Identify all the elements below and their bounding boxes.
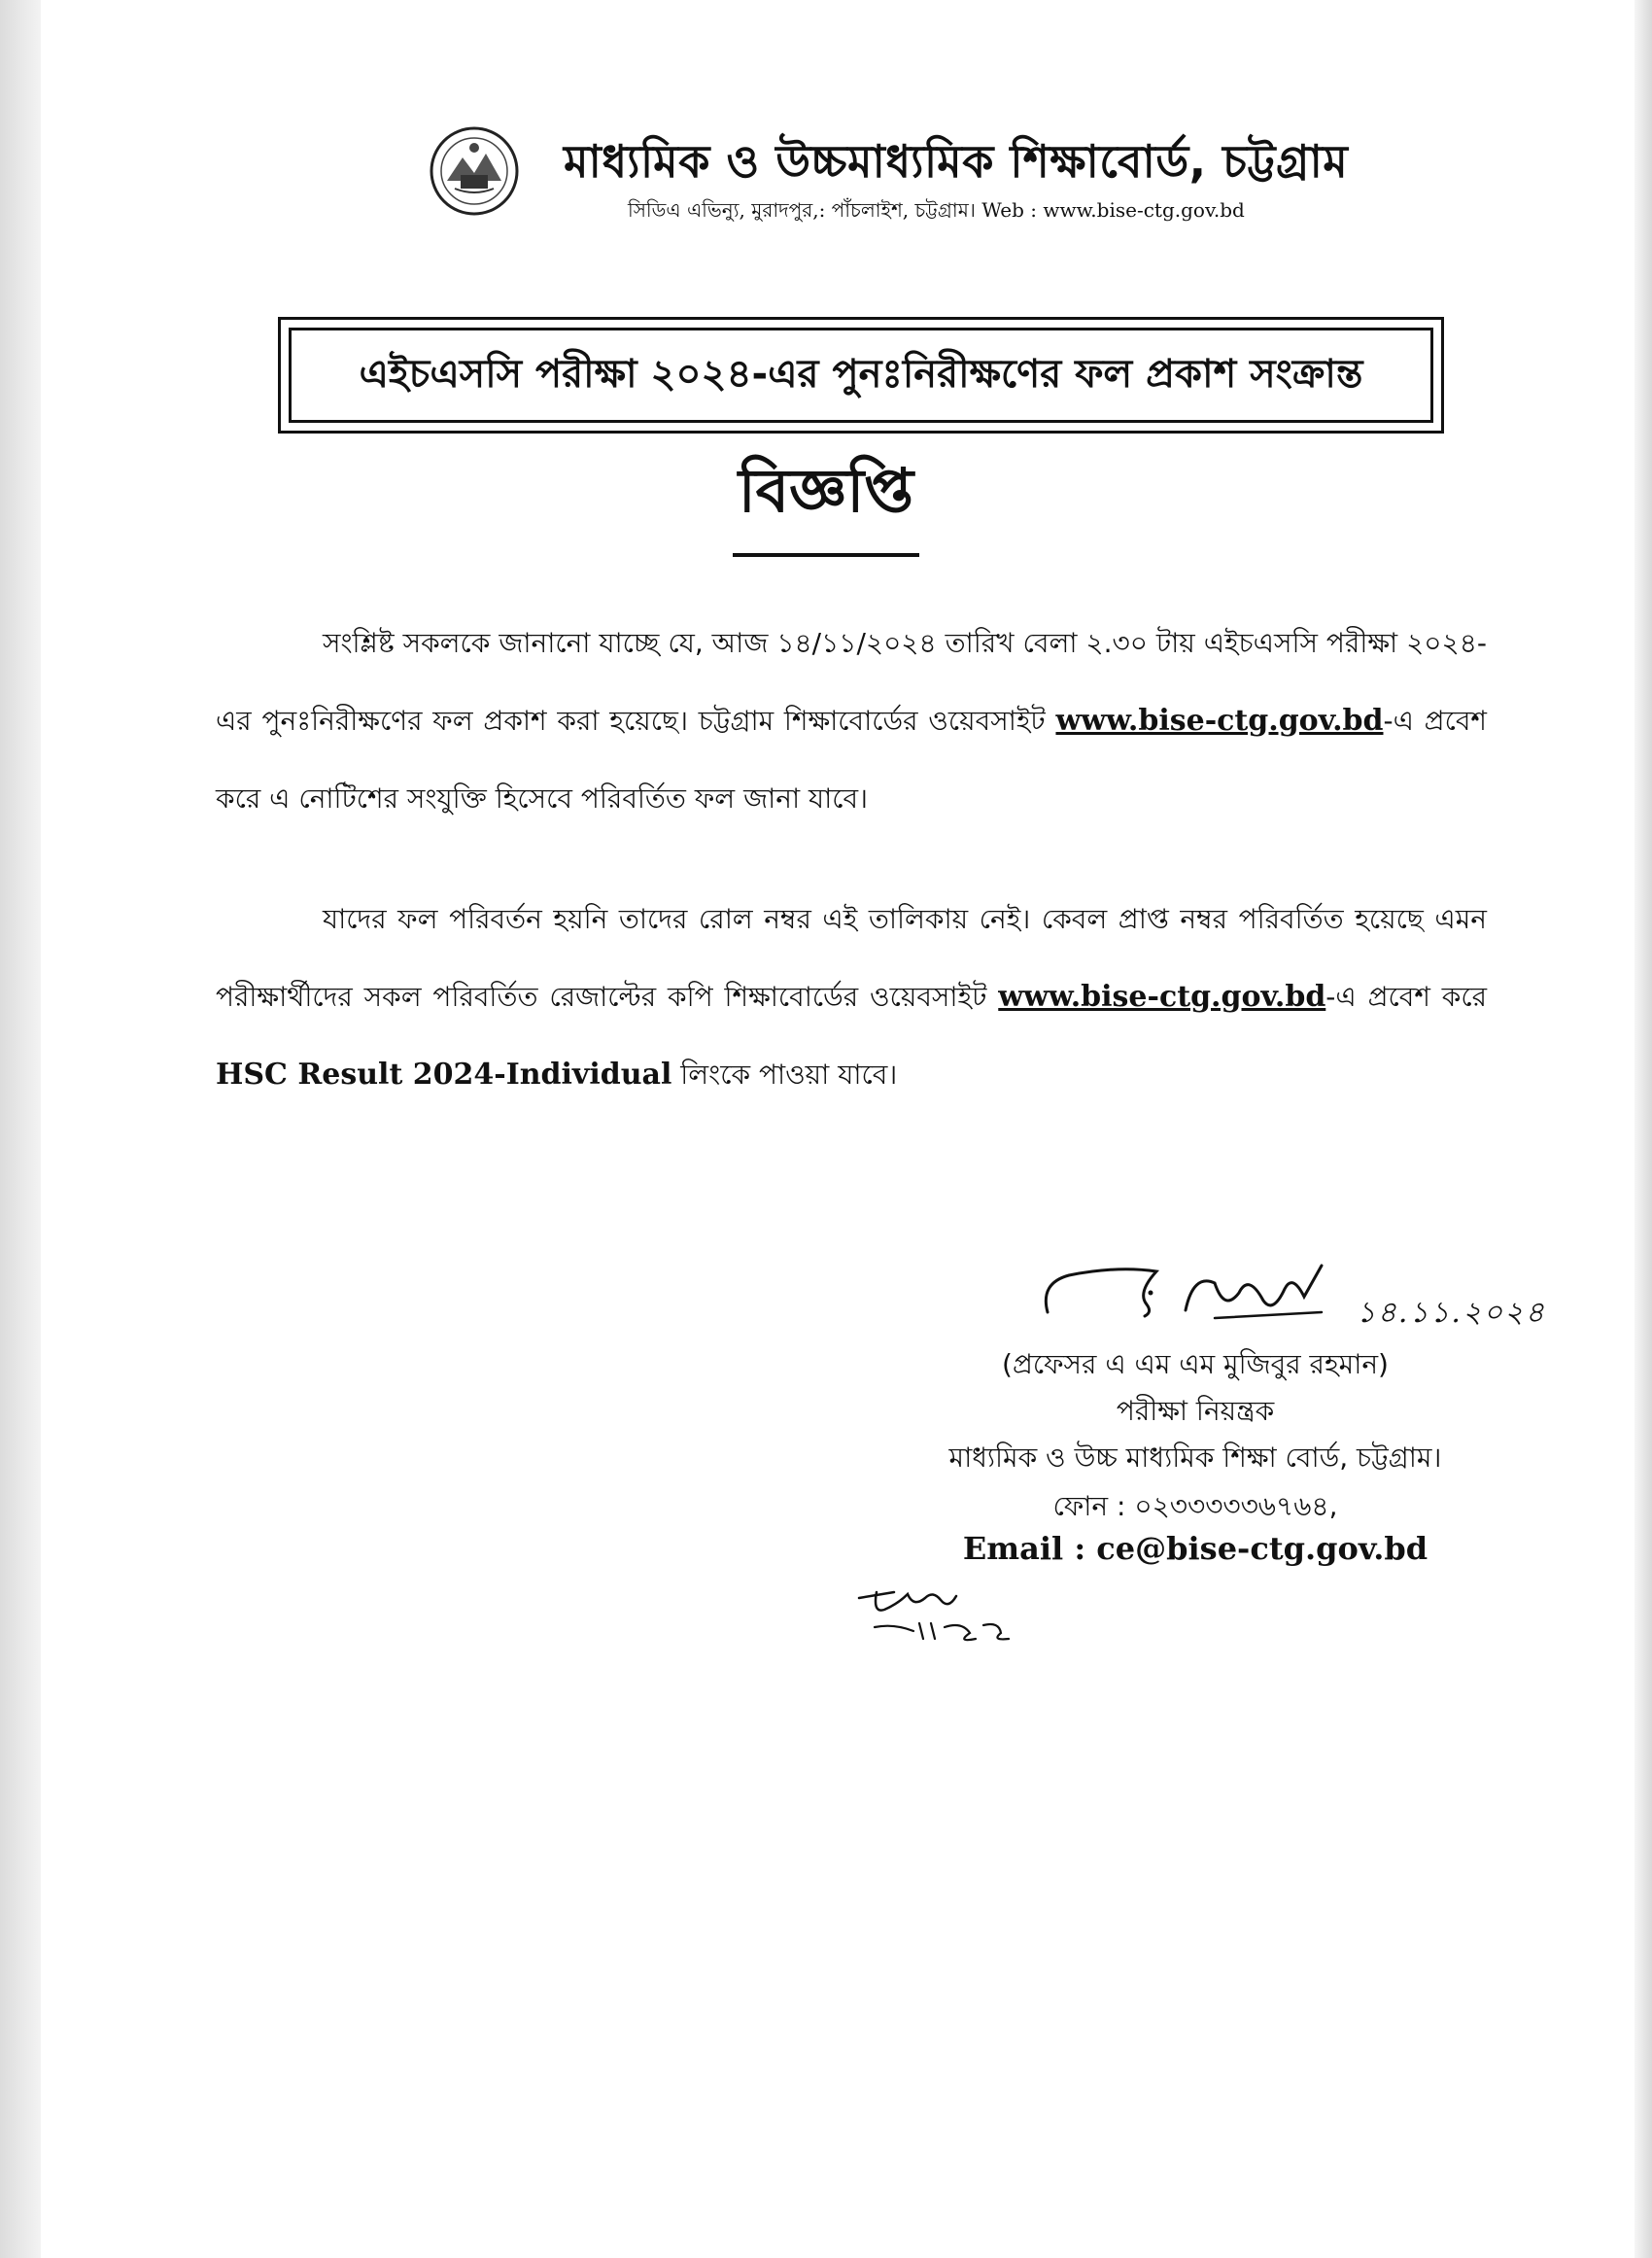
scan-edge-left bbox=[0, 0, 41, 2258]
notice-title bbox=[0, 445, 1652, 557]
website-link[interactable]: www.bise-ctg.gov.bd bbox=[1055, 704, 1384, 738]
board-seal-icon bbox=[426, 124, 523, 218]
subject-inner-border bbox=[289, 328, 1433, 423]
scan-edge-right bbox=[1635, 0, 1652, 2258]
subject-text: এইচএসসি পরীক্ষা ২০২৪-এর পুনঃনিরীক্ষণের ফল প্রকাশ সংক্রান্ত bbox=[359, 351, 1363, 397]
subject-box bbox=[278, 317, 1444, 434]
paragraph-1 bbox=[216, 605, 1487, 838]
paragraph-1-tail: -এ প্রবেশ করে এ নোটিশের সংযুক্তি হিসেবে পরিবর্তিত ফল জানা যাবে। bbox=[216, 705, 1487, 815]
notice-title-text: বিজ্ঞপ্তি bbox=[733, 445, 919, 557]
paragraph-2-tail: লিংকে পাওয়া যাবে। bbox=[671, 1059, 898, 1091]
signatory-phone: ফোন : ০২৩৩৩৩৩৬৭৬৪, bbox=[1052, 1490, 1338, 1522]
paragraph-2 bbox=[216, 881, 1487, 1114]
board-address: সিডিএ এভিন্যু, মুরাদপুর,: পাঁচলাইশ, চট্টগ্রাম। Web : www.bise-ctg.gov.bd bbox=[628, 198, 1245, 222]
signature-date: ১৪.১১.২০২৪ bbox=[1357, 1296, 1546, 1330]
handwritten-signature bbox=[1030, 1254, 1360, 1341]
paragraph-2-middle: -এ প্রবেশ করে bbox=[1325, 981, 1487, 1013]
board-name: মাধ্যমিক ও উচ্চমাধ্যমিক শিক্ষাবোর্ড, চট্টগ্রাম bbox=[564, 135, 1349, 188]
handwritten-initial-mark bbox=[855, 1584, 1030, 1652]
signatory-organization: মাধ্যমিক ও উচ্চ মাধ্যমিক শিক্ষা বোর্ড, চট্টগ্রাম। bbox=[948, 1442, 1442, 1474]
signatory-designation: পরীক্ষা নিয়ন্ত্রক bbox=[1116, 1395, 1275, 1427]
paragraph-2-text: যাদের ফল পরিবর্তন হয়নি তাদের রোল নম্বর এই তালিকায় নেই। কেবল প্রাপ্ত নম্বর পরিবর্তিত হয়েছে এমন পরীক্ষার্থীদের সকল পরিবর্তিত রেজাল্টের কপি শিক্ষাবোর্ডের ওয়েবসাইট bbox=[216, 903, 1487, 1013]
signatory-name: (প্রফেসর এ এম এম মুজিবুর রহমান) bbox=[1002, 1348, 1389, 1380]
website-link[interactable]: www.bise-ctg.gov.bd bbox=[998, 980, 1326, 1014]
signatory-email: Email : ce@bise-ctg.gov.bd bbox=[962, 1530, 1428, 1567]
result-link-label: HSC Result 2024-Individual bbox=[216, 1058, 672, 1092]
paragraph-1-text: সংশ্লিষ্ট সকলকে জানানো যাচ্ছে যে, আজ ১৪/১১/২০২৪ তারিখ বেলা ২.৩০ টায় এইচএসসি পরীক্ষা ২০২৪-এর পুনঃনিরীক্ষণের ফল প্রকাশ করা হয়েছে। চট্টগ্রাম শিক্ষাবোর্ডের ওয়েবসাইট bbox=[216, 627, 1487, 737]
